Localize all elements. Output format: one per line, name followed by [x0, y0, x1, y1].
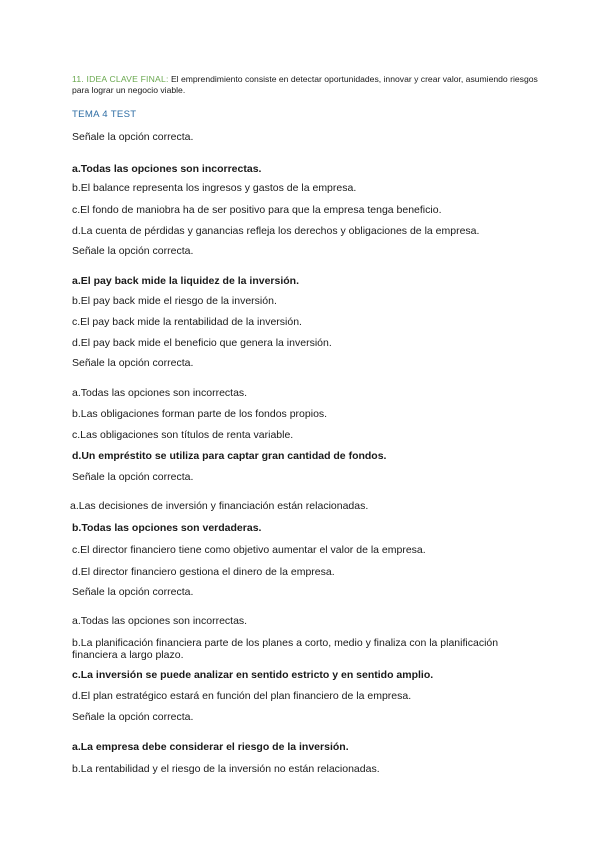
answer-option: c.El fondo de maniobra ha de ser positivo para que la empresa tenga beneficio.	[72, 204, 442, 216]
answer-option-correct: d.Un empréstito se utiliza para captar gran cantidad de fondos.	[72, 450, 387, 462]
answer-option: a.Todas las opciones son incorrectas.	[72, 615, 248, 627]
question-prompt: Señale la opción correcta.	[72, 471, 194, 483]
key-idea-paragraph	[72, 74, 542, 96]
answer-option: a.Las decisiones de inversión y financiación están relacionadas.	[70, 500, 369, 512]
answer-option: b.El balance representa los ingresos y gastos de la empresa.	[72, 182, 357, 194]
answer-option: d.La cuenta de pérdidas y ganancias refleja los derechos y obligaciones de la empresa.	[72, 225, 480, 237]
answer-option-correct: b.Todas las opciones son verdaderas.	[72, 522, 262, 534]
key-idea-label: 11. IDEA CLAVE FINAL:	[72, 74, 169, 84]
question-prompt: Señale la opción correcta.	[72, 357, 194, 369]
answer-option: d.El plan estratégico estará en función del plan financiero de la empresa.	[72, 690, 412, 702]
answer-option: c.El director financiero tiene como objetivo aumentar el valor de la empresa.	[72, 544, 426, 556]
answer-option: d.El director financiero gestiona el dinero de la empresa.	[72, 566, 335, 578]
question-prompt: Señale la opción correcta.	[72, 131, 194, 143]
answer-option: b.La rentabilidad y el riesgo de la inversión no están relacionadas.	[72, 763, 380, 775]
answer-option-correct: c.La inversión se puede analizar en sentido estricto y en sentido amplio.	[72, 669, 434, 681]
answer-option: d.El pay back mide el beneficio que genera la inversión.	[72, 337, 332, 349]
answer-option: c.Las obligaciones son títulos de renta variable.	[72, 429, 294, 441]
answer-option: b.Las obligaciones forman parte de los fondos propios.	[72, 408, 328, 420]
answer-option: c.El pay back mide la rentabilidad de la inversión.	[72, 316, 302, 328]
key-idea-text: El emprendimiento consiste en detectar oportunidades, innovar y crear valor, asumiendo riesgos para lograr un negocio viable.	[72, 74, 538, 95]
answer-option: b.El pay back mide el riesgo de la inversión.	[72, 295, 277, 307]
answer-option: b.La planificación financiera parte de los planes a corto, medio y finaliza con la planificación financiera a largo plazo.	[72, 637, 499, 661]
answer-option-correct: a.El pay back mide la liquidez de la inversión.	[72, 275, 299, 287]
answer-option-correct: a.Todas las opciones son incorrectas.	[72, 163, 262, 175]
section-heading: TEMA 4 TEST	[72, 109, 137, 120]
answer-option: a.Todas las opciones son incorrectas.	[72, 387, 248, 399]
question-prompt: Señale la opción correcta.	[72, 711, 194, 723]
question-prompt: Señale la opción correcta.	[72, 586, 194, 598]
question-prompt: Señale la opción correcta.	[72, 245, 194, 257]
answer-option-correct: a.La empresa debe considerar el riesgo de la inversión.	[72, 741, 349, 753]
